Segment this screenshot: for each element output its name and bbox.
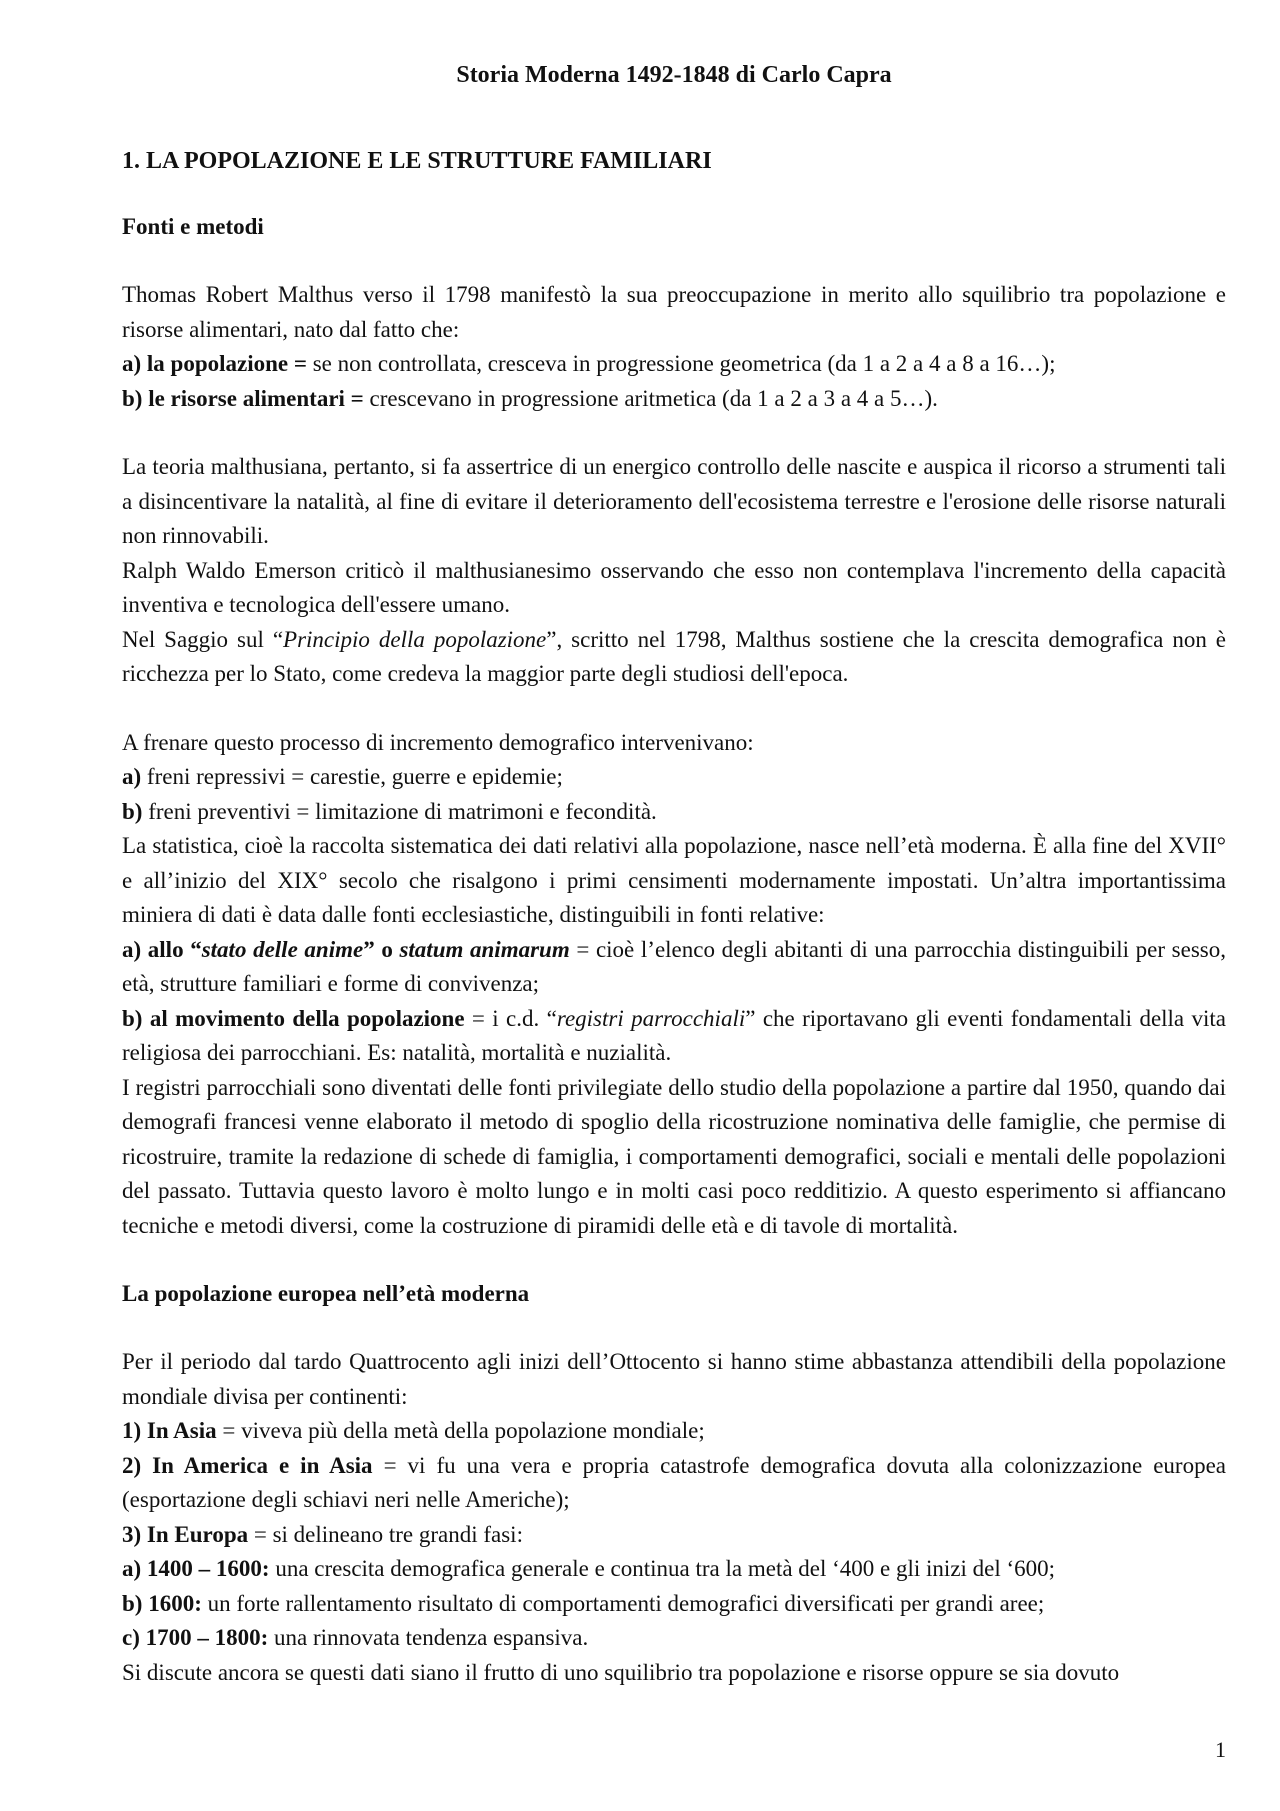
document-title: Storia Moderna 1492-1848 di Carlo Capra [456,62,892,88]
item-text: se non controllata, cresceva in progressione geometrica (da 1 a 2 a 4 a 8 a 16…); [306,351,1056,376]
item-label: b) le risorse alimentari = [122,385,364,411]
text-segment: ”, scritto nel 1798, Malthus sostiene che la crescita demografica non è ricchezza per lo Stato, come credeva la maggior parte degli studiosi dell'epoca. [122,626,1226,686]
list-item-freni-preventivi [122,795,1226,830]
item-label: 1) In Asia [122,1418,217,1443]
item-text: freni preventivi = limitazione di matrimoni e fecondità. [142,798,657,824]
section-heading-popolazione-europea: La popolazione europea nell’età moderna [122,1281,530,1306]
item-label: c) 1700 – 1800: [122,1625,269,1650]
item-text: crescevano in progressione aritmetica (da 1 a 2 a 3 a 4 a 5…). [363,385,938,411]
list-item-asia [122,1414,1226,1449]
item-text: = vi fu una vera e propria catastrofe demografica dovuta alla colonizzazione europea (esportazione degli schiavi neri nelle Americhe); [122,1452,1226,1512]
item-text: una rinnovata tendenza espansiva. [268,1625,589,1650]
list-item-freni-repressivi [122,760,1226,795]
item-label: b) [122,798,143,824]
item-label-italic: stato delle anime [201,936,364,962]
item-text: freni repressivi = carestie, guerre e epidemie; [141,764,563,789]
book-title: Principio della popolazione [283,626,547,652]
list-item-fase-b [122,1587,1226,1622]
item-text: = cioè l’elenco degli abitanti di una parrocchia distinguibili per sesso, età, strutture familiari e forme di convivenza; [122,936,1226,996]
paragraph-teoria: La teoria malthusiana, pertanto, si fa assertrice di un energico controllo delle nascite e auspica il ricorso a strumenti tali a disincentivare la natalità, al fine di evitare il deterioramento dell'ecosistema terrestre e l'erosione delle risorse naturali non rinnovabili. [122,454,1226,548]
list-item-movimento [122,1002,1226,1071]
paragraph-malthus [122,278,1226,347]
item-text: = si delineano tre grandi fasi: [248,1521,523,1547]
item-text: una crescita demografica generale e continua tra la metà del ‘400 e gli inizi del ‘600; [269,1556,1056,1581]
item-label: b) al movimento della popolazione [122,1005,465,1031]
item-text: ” che riportavano gli eventi fondamentali della vita religiosa dei parrocchiani. Es: natalità, mortalità e nuzialità. [122,1005,1227,1065]
item-label-italic: statum animarum [399,936,570,962]
section-heading-fonti: Fonti e metodi [122,214,264,239]
list-item-popolazione [122,347,1226,382]
item-label: 2) In America e in Asia [122,1452,373,1478]
item-label: a) [122,764,142,789]
item-text: = viveva più della metà della popolazione mondiale; [216,1418,705,1443]
text-segment: Nel Saggio sul “ [122,626,284,652]
item-label: a) allo “ [122,936,202,962]
paragraph-text: Thomas Robert Malthus verso il 1798 manifestò la sua preoccupazione in merito allo squilibrio tra popolazione e risorse alimentari, nato dal fatto che: [122,282,1226,342]
paragraph-registri: I registri parrocchiali sono diventati delle fonti privilegiate dello studio della popolazione a partire dal 1950, quando dai demografi francesi venne elaborato il metodo di spoglio della ricostruzione nominativa delle famiglie, che permise di ricostruire, tramite la redazione di schede di famiglia, i comportamenti demografici, sociali e mentali delle popolazioni del passato. Tuttavia questo lavoro è molto lungo e in molti casi poco redditizio. A questo esperimento si affiancano tecniche e metodi diversi, come la costruzione di piramidi delle età e di tavole di mortalità. [122,1074,1226,1238]
item-italic: registri parrocchiali [556,1005,746,1031]
paragraph-freni: A frenare questo processo di incremento demografico intervenivano: [122,729,754,755]
item-label: ” o [363,936,400,962]
list-item-america [122,1449,1226,1518]
chapter-title: 1. LA POPOLAZIONE E LE STRUTTURE FAMILIARI [122,148,712,174]
item-label: a) 1400 – 1600: [122,1556,270,1581]
list-item-fase-a [122,1552,1226,1587]
list-item-fase-c [122,1621,1226,1656]
list-item-risorse [122,382,1226,417]
paragraph-periodo: Per il periodo dal tardo Quattrocento agli inizi dell’Ottocento si hanno stime abbastanza attendibili della popolazione mondiale divisa per continenti: [122,1349,1226,1409]
item-text: = i c.d. “ [464,1005,557,1031]
paragraph-statistica: La statistica, cioè la raccolta sistematica dei dati relativi alla popolazione, nasce nell’età moderna. È alla fine del XVII° e all’inizio del XIX° secolo che risalgono i primi censimenti modernamente impostati. Un’altra importantissima miniera di dati è data dalle fonti ecclesiastiche, distinguibili in fonti relative: [122,833,1226,927]
paragraph-discussione: Si discute ancora se questi dati siano il frutto di uno squilibrio tra popolazione e risorse oppure se sia dovuto [122,1659,1120,1685]
page-number: 1 [1215,1737,1226,1762]
item-label: a) la popolazione = [122,351,307,376]
list-item-europa [122,1518,1226,1553]
list-item-stato-anime [122,933,1226,1002]
document-page [122,58,1226,1690]
paragraph-saggio [122,623,1226,692]
paragraph-emerson: Ralph Waldo Emerson criticò il malthusianesimo osservando che esso non contemplava l'incremento della capacità inventiva e tecnologica dell'essere umano. [122,557,1226,617]
item-label: b) 1600: [122,1590,202,1616]
item-text: un forte rallentamento risultato di comportamenti demografici diversificati per grandi aree; [201,1590,1045,1616]
item-label: 3) In Europa [122,1521,249,1547]
